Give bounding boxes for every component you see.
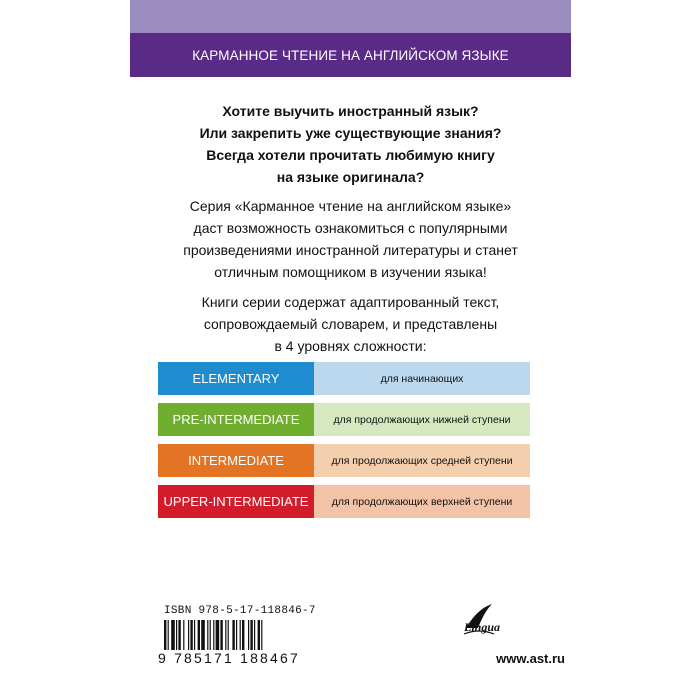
level-name: PRE-INTERMEDIATE <box>158 403 314 436</box>
top-color-band <box>130 0 571 33</box>
level-description: для продолжающих нижней ступени <box>314 403 530 436</box>
series-title: КАРМАННОЕ ЧТЕНИЕ НА АНГЛИЙСКОМ ЯЗЫКЕ <box>192 47 509 63</box>
intro-questions <box>130 100 571 188</box>
publisher-logo-text: Lingua <box>464 620 501 634</box>
barcode-number: 9 785171 188467 <box>158 650 300 666</box>
level-name: ELEMENTARY <box>158 362 314 395</box>
series-title-band <box>130 33 571 77</box>
levels-intro <box>130 291 571 357</box>
intro-line: Всегда хотели прочитать любимую книгу <box>206 147 495 163</box>
level-row-pre-intermediate <box>158 403 530 436</box>
level-row-intermediate <box>158 444 530 477</box>
level-description: для продолжающих средней ступени <box>314 444 530 477</box>
level-name: UPPER-INTERMEDIATE <box>158 485 314 518</box>
level-description: для продолжающих верхней ступени <box>314 485 530 518</box>
publisher-website: www.ast.ru <box>496 651 565 666</box>
intro-line: Или закрепить уже существующие знания? <box>199 125 502 141</box>
level-row-elementary <box>158 362 530 395</box>
paragraph-line: Книги серии содержат адаптированный текст, <box>201 294 500 310</box>
barcode-image <box>164 620 322 650</box>
intro-line: Хотите выучить иностранный язык? <box>222 103 479 119</box>
paragraph-line: произведениями иностранной литературы и станет <box>183 242 518 258</box>
level-name: INTERMEDIATE <box>158 444 314 477</box>
level-description: для начинающих <box>314 362 530 395</box>
intro-line: на языке оригинала? <box>276 169 425 185</box>
levels-table <box>158 362 530 526</box>
paragraph-line: в 4 уровнях сложности: <box>274 338 427 354</box>
isbn-text: ISBN 978-5-17-118846-7 <box>164 605 316 617</box>
series-description <box>130 195 571 283</box>
paragraph-line: отличным помощником в изучении языка! <box>214 264 487 280</box>
paragraph-line: Серия «Карманное чтение на английском языке» <box>189 198 512 214</box>
paragraph-line: сопровождаемый словарем, и представлены <box>203 316 498 332</box>
book-back-cover <box>130 0 571 700</box>
level-row-upper-intermediate <box>158 485 530 518</box>
paragraph-line: даст возможность ознакомиться с популярными <box>193 220 508 236</box>
